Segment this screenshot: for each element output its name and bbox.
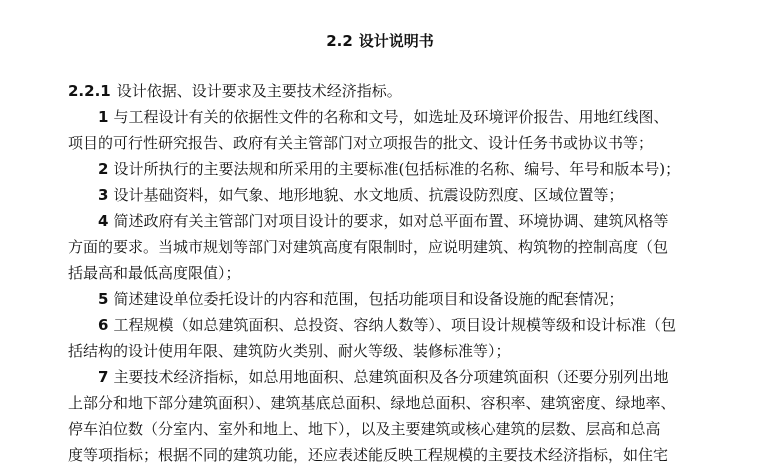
paragraph-line [68, 260, 728, 286]
subsection-heading [68, 78, 728, 104]
item-number: 3 [98, 186, 109, 204]
paragraph-text: 括结构的设计使用年限、建筑防火类别、耐火等级、装修标准等）； [68, 342, 511, 360]
paragraph-line [68, 182, 728, 208]
item-number: 6 [98, 316, 109, 334]
subsection-text: 设计依据、设计要求及主要技术经济指标。 [116, 82, 402, 100]
paragraph-line [68, 234, 728, 260]
paragraph-text: 上部分和地下部分建筑面积）、建筑基底总面积、绿地总面积、容积率、建筑密度、绿地率、 [68, 394, 676, 412]
item-number: 1 [98, 108, 109, 126]
paragraph-text: 度等项指标；根据不同的建筑功能，还应表述能反映工程规模的主要技术经济指标，如住宅 [68, 446, 669, 464]
paragraph-text: 与工程设计有关的依据性文件的名称和文号，如选址及环境评价报告、用地红线图、 [113, 108, 669, 126]
paragraph-text: 方面的要求。当城市规划等部门对建筑高度有限制时，应说明建筑、构筑物的控制高度（包 [68, 238, 669, 256]
paragraph-line [68, 338, 728, 364]
paragraph-line [68, 442, 728, 468]
document-body [68, 78, 728, 468]
paragraph-line [68, 130, 728, 156]
paragraph-text: 设计所执行的主要法规和所采用的主要标准(包括标准的名称、编号、年号和版本号)； [113, 160, 681, 178]
paragraph-line [68, 104, 728, 130]
paragraph-text: 简述政府有关主管部门对项目设计的要求，如对总平面布置、环境协调、建筑风格等 [113, 212, 669, 230]
paragraph-line [68, 286, 728, 312]
paragraph-line [68, 364, 728, 390]
paragraph-text: 简述建设单位委托设计的内容和范围，包括功能项目和设备设施的配套情况； [113, 290, 624, 308]
paragraph-text: 括最高和最低高度限值）； [68, 264, 241, 282]
paragraph-line [68, 312, 728, 338]
paragraph-text: 设计基础资料，如气象、地形地貌、水文地质、抗震设防烈度、区域位置等； [113, 186, 624, 204]
item-number: 4 [98, 212, 109, 230]
item-number: 5 [98, 290, 109, 308]
paragraph-text: 工程规模（如总建筑面积、总投资、容纳人数等）、项目设计规模等级和设计标准（包 [113, 316, 676, 334]
paragraph-line [68, 390, 728, 416]
paragraph-text: 项目的可行性研究报告、政府有关主管部门对立项报告的批文、设计任务书或协议书等； [68, 134, 654, 152]
paragraph-line [68, 416, 728, 442]
paragraph-text: 主要技术经济指标，如总用地面积、总建筑面积及各分项建筑面积（还要分别列出地 [113, 368, 669, 386]
paragraph-text: 停车泊位数（分室内、室外和地上、地下），以及主要建筑或核心建筑的层数、层高和总高 [68, 420, 661, 438]
item-number: 2 [98, 160, 109, 178]
paragraph-line [68, 208, 728, 234]
section-title [0, 30, 760, 52]
section-number: 2.2 [326, 32, 353, 50]
paragraph-line [68, 156, 728, 182]
subsection-number: 2.2.1 [68, 82, 111, 100]
section-title-text: 设计说明书 [358, 32, 434, 50]
item-number: 7 [98, 368, 109, 386]
